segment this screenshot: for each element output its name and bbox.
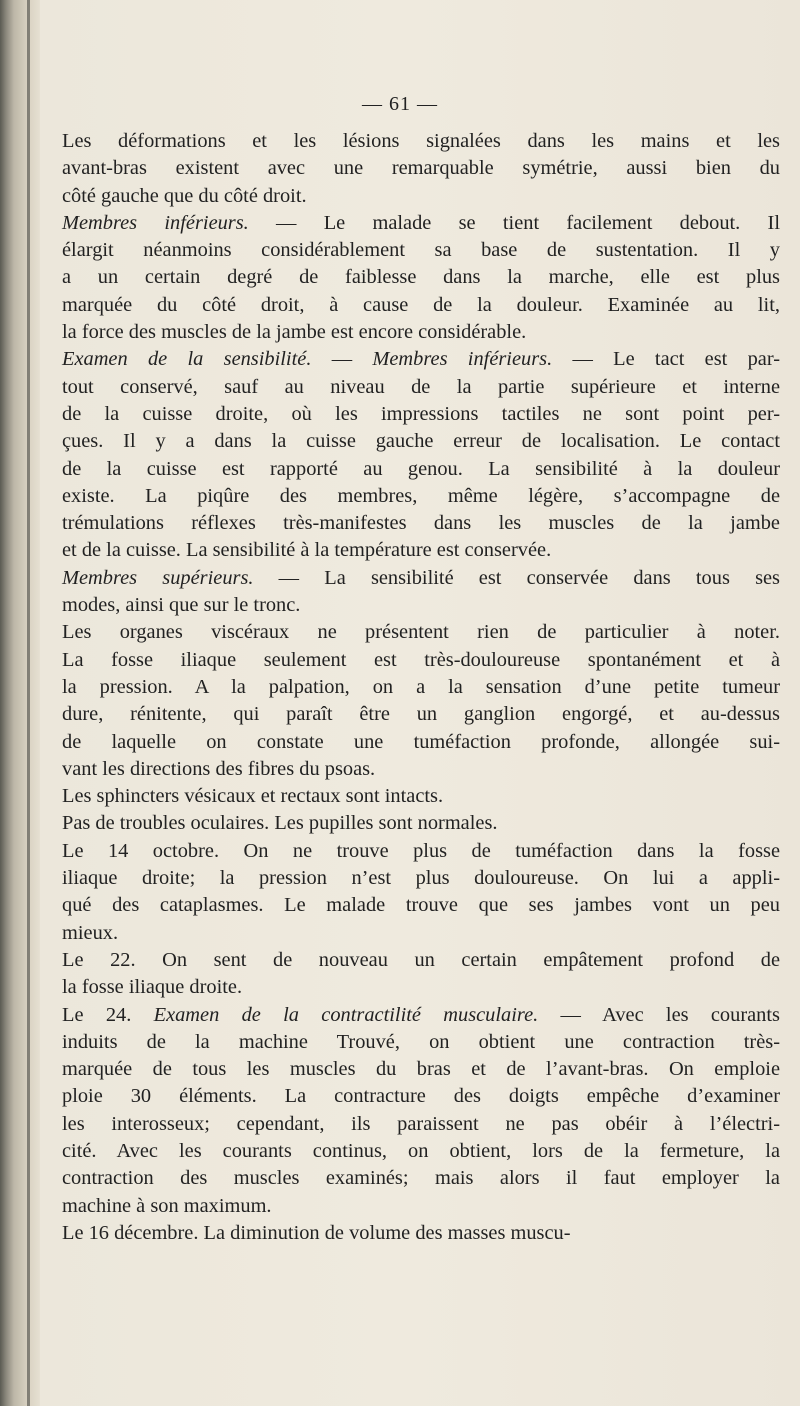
text-line: Les sphincters vésicaux et rectaux sont intacts. — [62, 785, 444, 808]
text-line: La fosse iliaque seulement est très-douloureuse spontanément et à — [62, 648, 780, 671]
text-line: contraction des muscles examinés; mais alors il faut employer la — [62, 1167, 780, 1190]
text-line: iliaque droite; la pression n’est plus douloureuse. On lui a appli- — [62, 867, 780, 890]
text-line: la pression. A la palpation, on a la sensation d’une petite tumeur — [62, 675, 780, 698]
binding-edge — [27, 0, 30, 1406]
text-line: dure, rénitente, qui paraît être un ganglion engorgé, et au-dessus — [62, 703, 780, 726]
text-line: côté gauche que du côté droit. — [62, 184, 307, 207]
text-line: la force des muscles de la jambe est encore considérable. — [62, 321, 527, 344]
text-line: avant-bras existent avec une remarquable symétrie, aussi bien du — [62, 157, 780, 180]
text-line: çues. Il y a dans la cuisse gauche erreur de localisation. Le contact — [62, 430, 780, 453]
text-line: Membres inférieurs. — Le malade se tient facilement debout. Il — [62, 211, 780, 234]
text-line: Examen de la sensibilité. — Membres inférieurs. — Le tact est par- — [62, 348, 781, 371]
text-line: qué des cataplasmes. Le malade trouve que ses jambes vont un peu — [62, 894, 780, 917]
text-line: modes, ainsi que sur le tronc. — [62, 594, 301, 617]
page-number: — 61 — — [362, 93, 438, 115]
text-line: machine à son maximum. — [62, 1194, 272, 1217]
text-line: Le 24. Examen de la contractilité musculaire. — Avec les courants — [62, 1003, 780, 1026]
text-line: Les organes viscéraux ne présentent rien de particulier à noter. — [62, 621, 780, 644]
text-line: marquée de tous les muscles du bras et de l’avant-bras. On emploie — [62, 1058, 780, 1081]
text-line: Le 22. On sent de nouveau un certain empâtement profond de — [62, 948, 780, 971]
text-line: Pas de troubles oculaires. Les pupilles sont normales. — [62, 812, 498, 835]
text-line: de la cuisse droite, où les impressions tactiles ne sont point per- — [62, 402, 780, 425]
text-line: ploie 30 éléments. La contracture des doigts empêche d’examiner — [62, 1085, 780, 1108]
text-line: et de la cuisse. La sensibilité à la température est conservée. — [62, 539, 552, 562]
body-text — [62, 128, 780, 1247]
text-line: de la cuisse est rapporté au genou. La sensibilité à la douleur — [62, 457, 780, 480]
text-line: a un certain degré de faiblesse dans la marche, elle est plus — [62, 266, 780, 289]
text-line: induits de la machine Trouvé, on obtient une contraction très- — [62, 1030, 780, 1053]
text-line: trémulations réflexes très-manifestes dans les muscles de la jambe — [62, 512, 780, 535]
text-line: existe. La piqûre des membres, même légère, s’accompagne de — [62, 484, 780, 507]
text-line: de laquelle on constate une tuméfaction profonde, allongée sui- — [62, 730, 780, 753]
book-gutter — [0, 0, 40, 1406]
text-line: marquée du côté droit, à cause de la douleur. Examinée au lit, — [62, 293, 780, 316]
text-line: Les déformations et les lésions signalées dans les mains et les — [62, 130, 780, 152]
text-line: Le 16 décembre. La diminution de volume des masses muscu- — [62, 1221, 571, 1244]
text-line: les interosseux; cependant, ils paraissent ne pas obéir à l’électri- — [62, 1112, 780, 1135]
text-line: vant les directions des fibres du psoas. — [62, 757, 376, 780]
text-line: cité. Avec les courants continus, on obtient, lors de la fermeture, la — [62, 1139, 780, 1162]
text-line: Membres supérieurs. — La sensibilité est conservée dans tous ses — [62, 566, 780, 589]
text-line: Le 14 octobre. On ne trouve plus de tuméfaction dans la fosse — [62, 839, 780, 862]
text-line: élargit néanmoins considérablement sa base de sustentation. Il y — [62, 239, 780, 262]
text-line: tout conservé, sauf au niveau de la partie supérieure et interne — [62, 375, 780, 398]
text-line: la fosse iliaque droite. — [62, 976, 243, 999]
text-line: mieux. — [62, 921, 119, 944]
